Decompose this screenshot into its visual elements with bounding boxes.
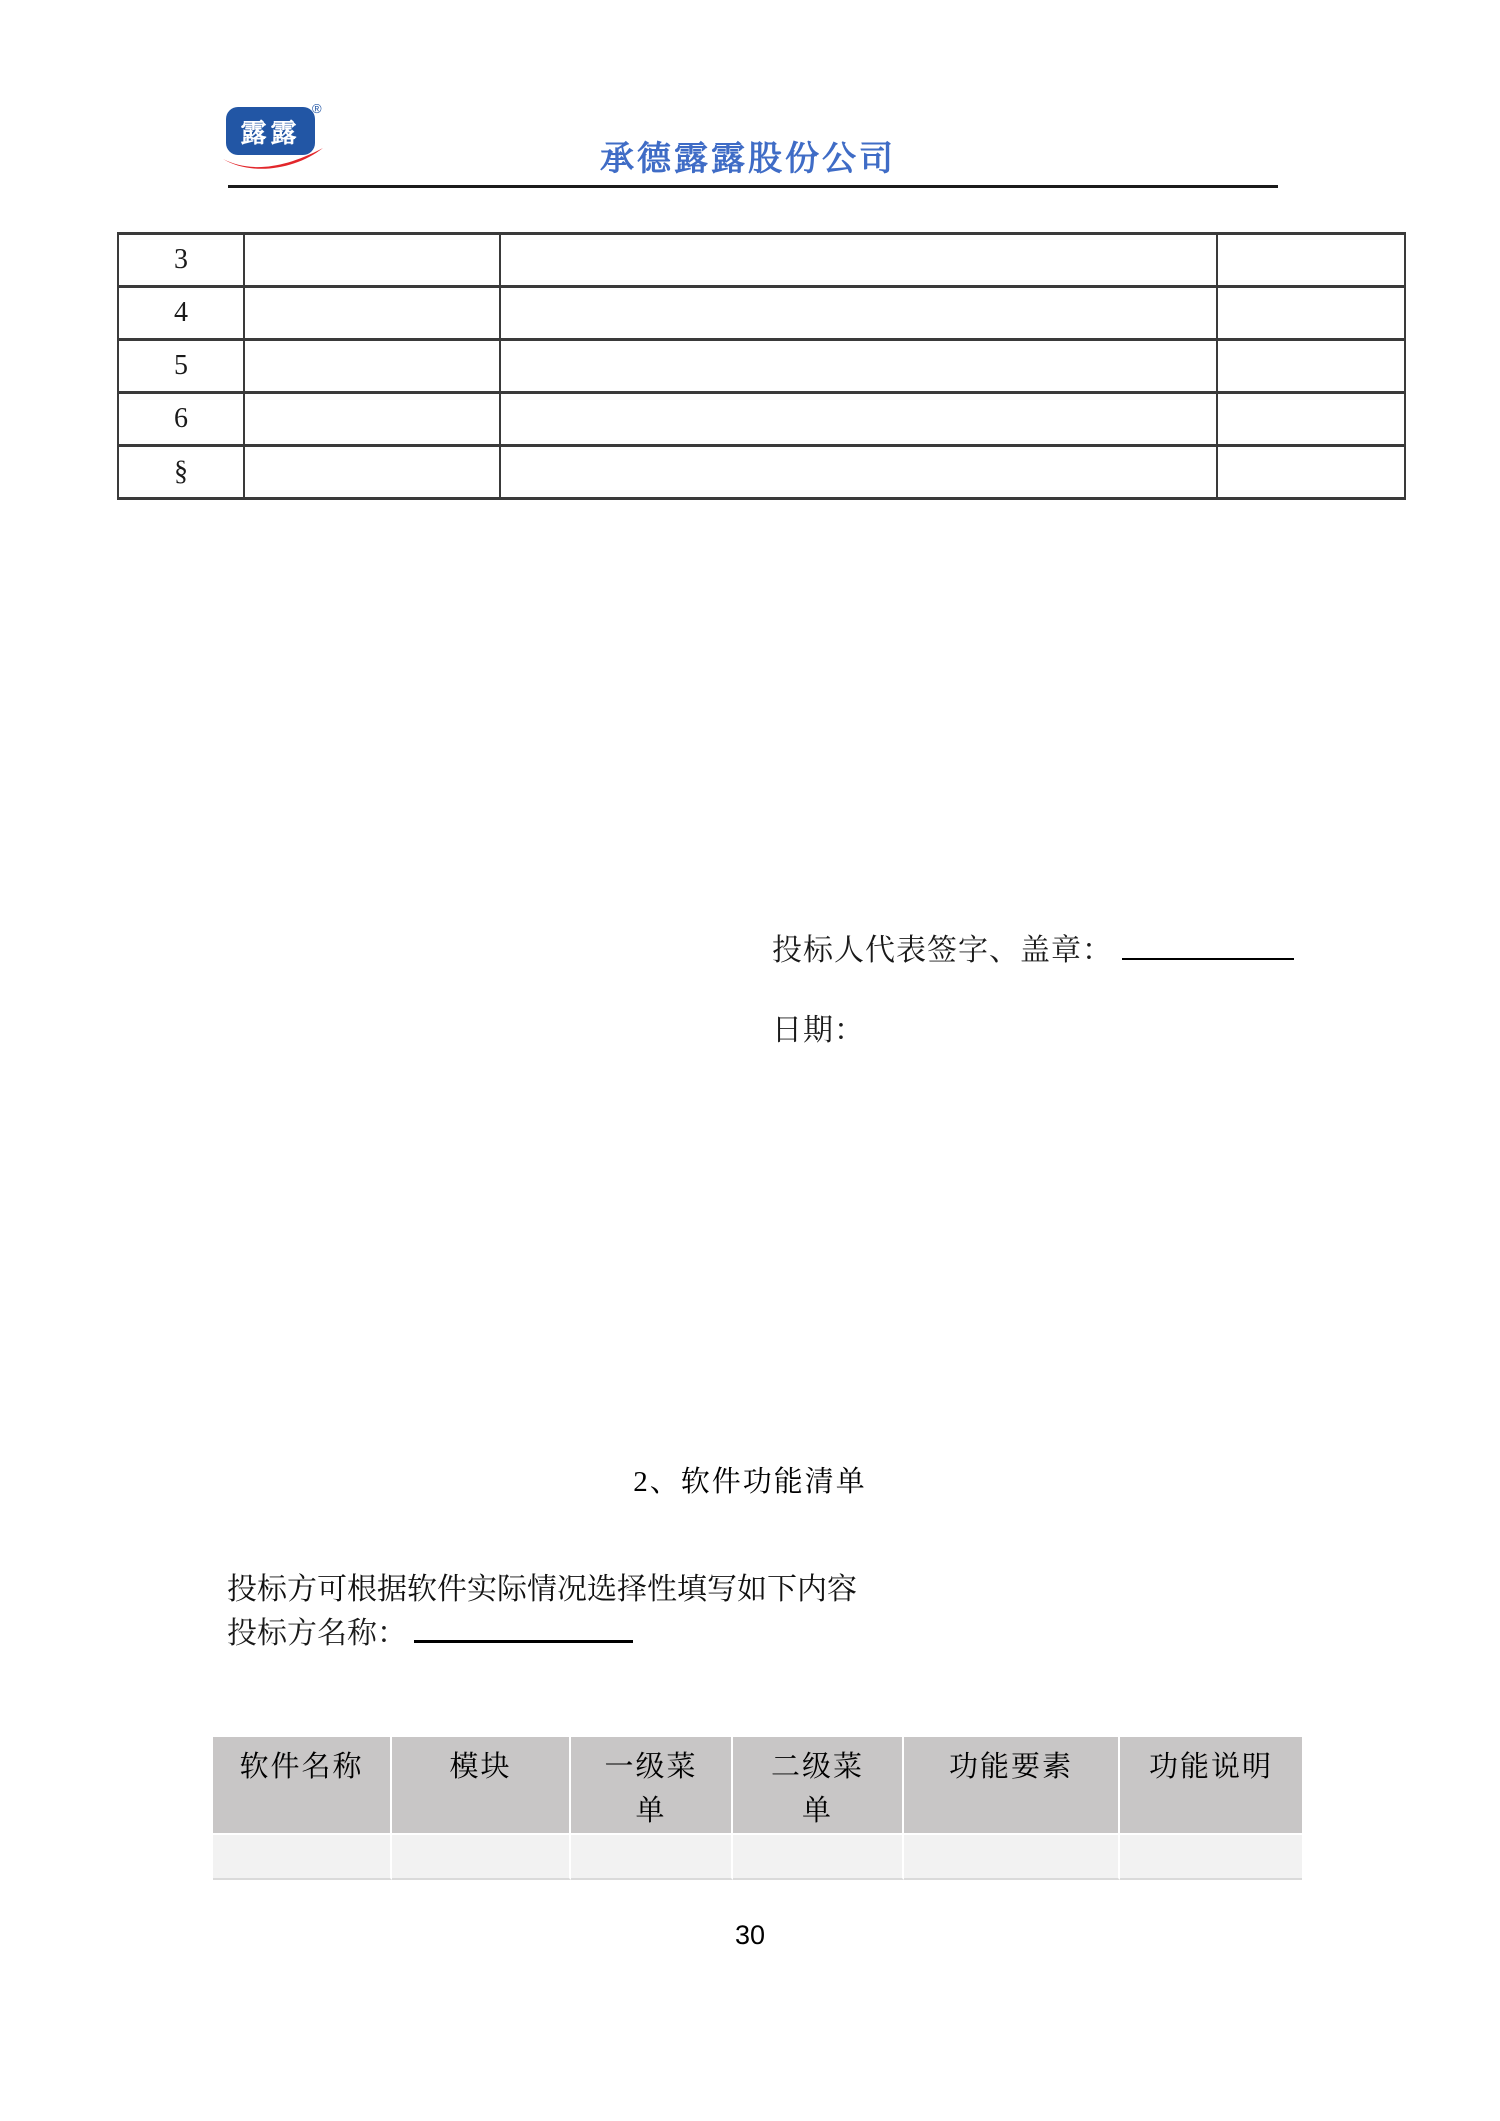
column-header: 模块: [392, 1737, 571, 1835]
table-row: [118, 234, 1405, 287]
column-header: 功能要素: [904, 1737, 1120, 1835]
empty-cell[interactable]: [1217, 287, 1405, 340]
empty-cell[interactable]: [1120, 1835, 1302, 1880]
table-row: [118, 287, 1405, 340]
empty-cell[interactable]: [500, 340, 1217, 393]
column-header: 功能说明: [1120, 1737, 1302, 1835]
empty-cell[interactable]: [500, 446, 1217, 499]
signature-label: 投标人代表签字、盖章：: [772, 934, 1113, 967]
intro-text: 投标方可根据软件实际情况选择性填写如下内容: [227, 1573, 857, 1606]
function-table-header-row: [213, 1737, 1302, 1835]
bidder-name-row: [227, 1608, 633, 1652]
row-number-cell: §: [118, 446, 244, 499]
empty-cell[interactable]: [244, 446, 500, 499]
empty-cell[interactable]: [1217, 340, 1405, 393]
empty-cell[interactable]: [500, 287, 1217, 340]
row-number-cell: 6: [118, 393, 244, 446]
empty-cell[interactable]: [244, 393, 500, 446]
section-heading: 2、软件功能清单: [633, 1466, 867, 1498]
function-table: [213, 1737, 1302, 1880]
empty-cell[interactable]: [1217, 234, 1405, 287]
header-divider: [228, 185, 1278, 188]
page-number: 30: [734, 1920, 766, 1950]
bidder-name-label: 投标方名称：: [227, 1617, 407, 1650]
column-header: 二级菜单: [733, 1737, 904, 1835]
empty-cell[interactable]: [244, 234, 500, 287]
table-row: [118, 393, 1405, 446]
date-row: [772, 1005, 865, 1049]
empty-cell[interactable]: [1217, 446, 1405, 499]
table-row: [118, 446, 1405, 499]
empty-cell[interactable]: [392, 1835, 571, 1880]
empty-cell[interactable]: [213, 1835, 392, 1880]
row-number-cell: 3: [118, 234, 244, 287]
row-number-cell: 5: [118, 340, 244, 393]
empty-cell[interactable]: [500, 234, 1217, 287]
logo-swoosh-icon: [221, 146, 325, 174]
empty-cell[interactable]: [244, 287, 500, 340]
registered-trademark-icon: ®: [312, 101, 322, 116]
column-header: 一级菜单: [571, 1737, 733, 1835]
lulu-logo-text: 露露: [240, 118, 301, 148]
company-title: 承德露露股份公司: [600, 140, 896, 178]
bidder-name-blank-line[interactable]: [414, 1610, 633, 1643]
column-header: 软件名称: [213, 1737, 392, 1835]
function-table-body-row: [213, 1835, 1302, 1880]
empty-cell[interactable]: [571, 1835, 733, 1880]
row-number-cell: 4: [118, 287, 244, 340]
empty-cell[interactable]: [904, 1835, 1120, 1880]
signature-blank-line[interactable]: [1122, 928, 1294, 960]
table-row: [118, 340, 1405, 393]
empty-cell[interactable]: [1217, 393, 1405, 446]
date-label: 日期：: [772, 1014, 865, 1047]
empty-cell[interactable]: [500, 393, 1217, 446]
empty-cell[interactable]: [733, 1835, 904, 1880]
signature-row: [772, 925, 1294, 969]
empty-cell[interactable]: [244, 340, 500, 393]
top-table: [117, 232, 1406, 500]
